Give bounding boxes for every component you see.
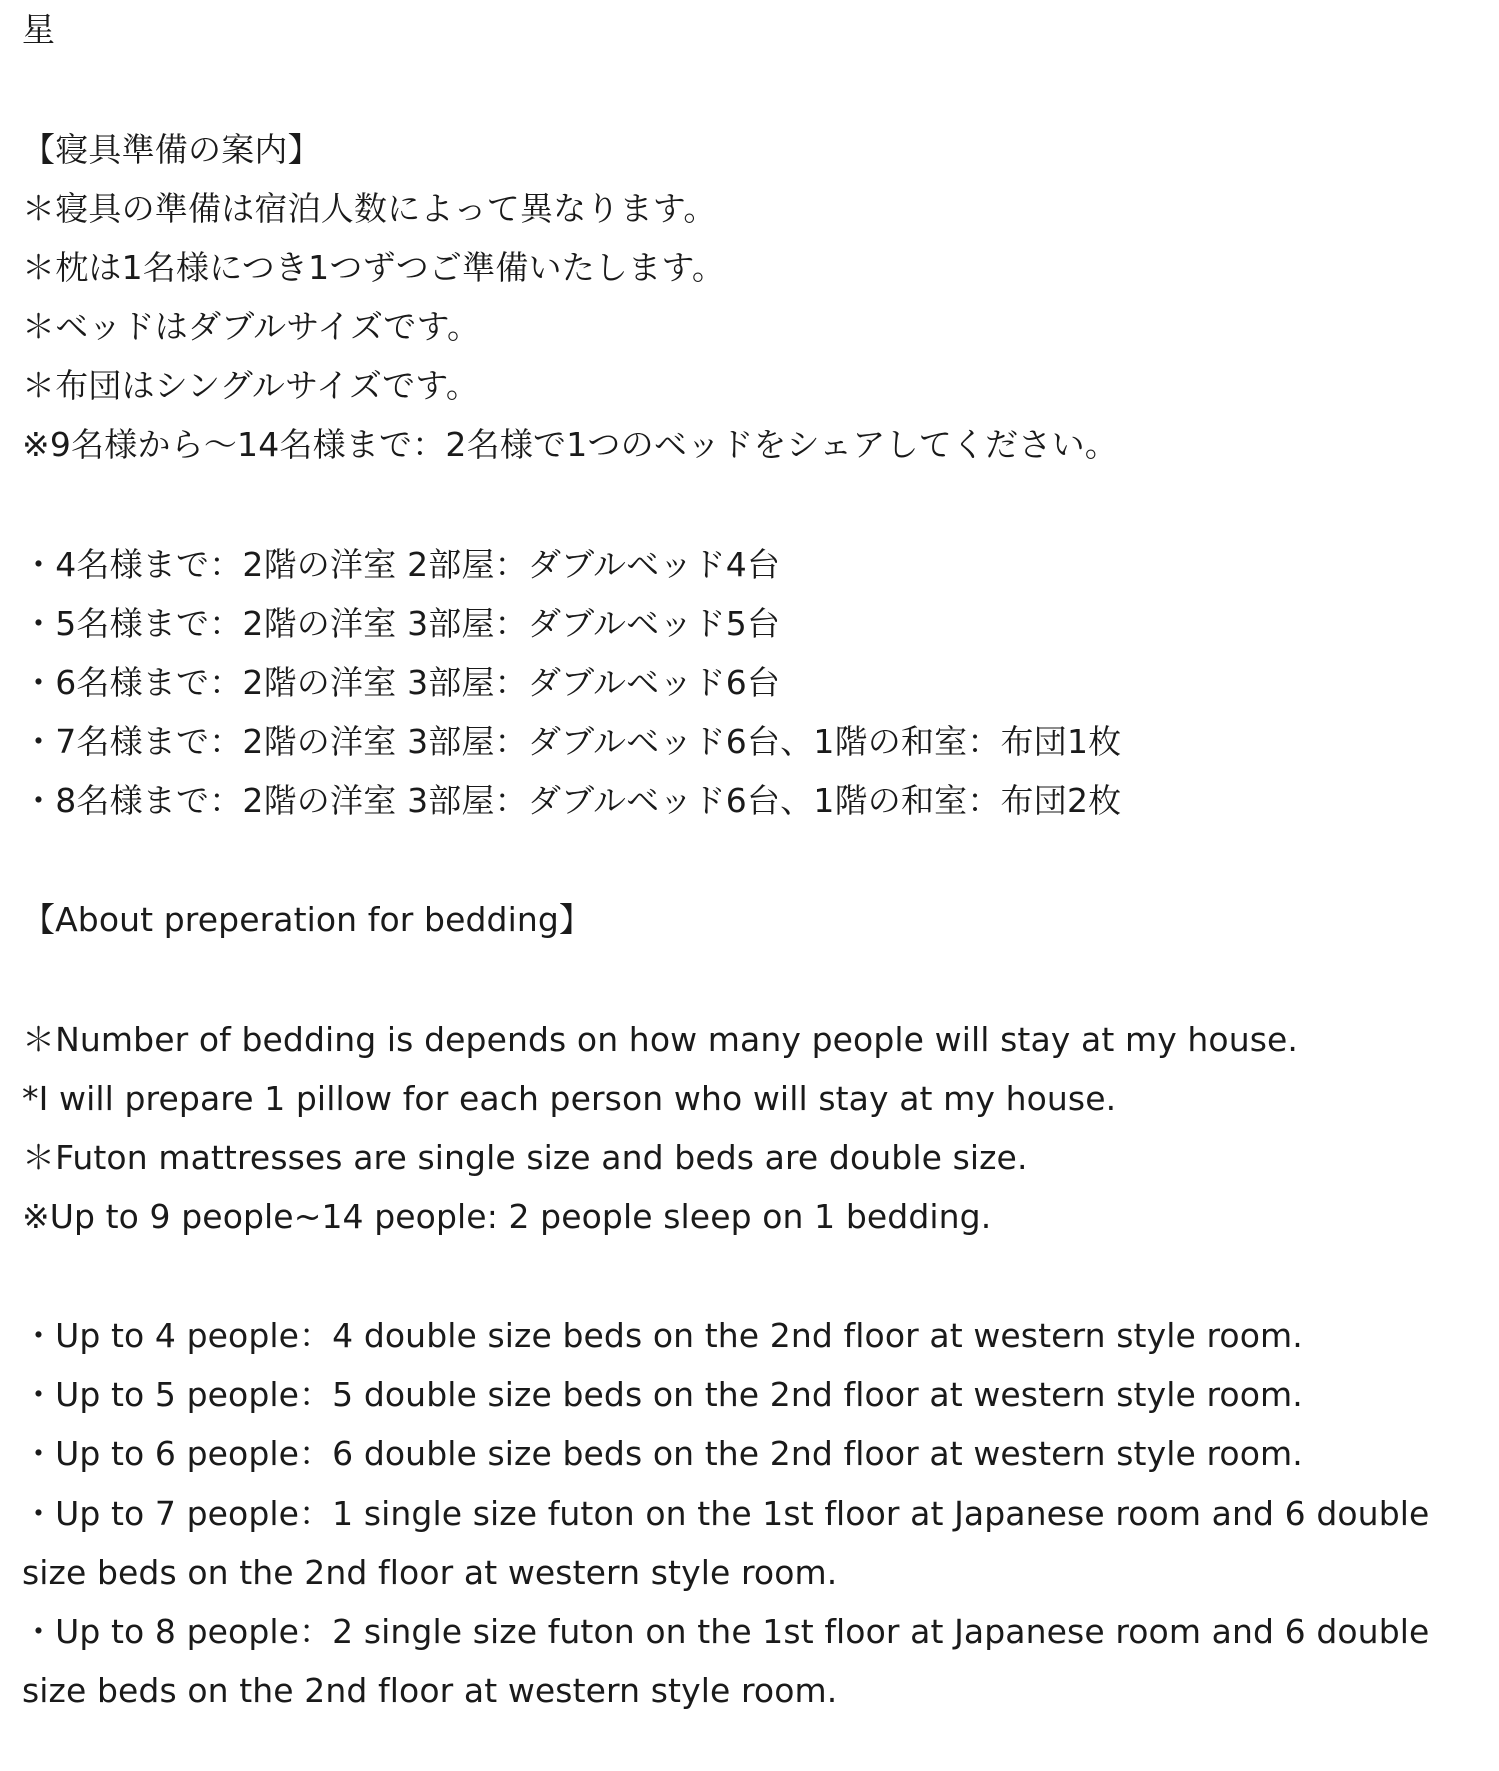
japanese-tier: ・7名様まで：2階の洋室 3部屋：ダブルベッド6台、1階の和室：布団1枚 [22,722,1122,761]
english-note: ※Up to 9 people~14 people: 2 people sleep on 1 bedding. [22,1197,992,1236]
japanese-note: ＊枕は1名様につき1つずつご準備いたします。 [22,248,726,287]
japanese-note: ＊寝具の準備は宿泊人数によって異なります。 [22,189,717,228]
english-heading: 【About preperation for bedding】 [22,900,593,939]
english-tier: ・Up to 7 people：1 single size futon on the 1st floor at Japanese room and 6 double size beds on the 2nd floor at western style room. [22,1494,1430,1592]
document-title: 星 [22,10,56,49]
japanese-note: ＊ベッドはダブルサイズです。 [22,307,481,346]
english-note: ＊Futon mattresses are single size and beds are double size. [22,1138,1028,1177]
english-tier: ・Up to 8 people：2 single size futon on the 1st floor at Japanese room and 6 double size beds on the 2nd floor at western style room. [22,1612,1430,1710]
japanese-tier: ・8名様まで：2階の洋室 3部屋：ダブルベッド6台、1階の和室：布団2枚 [22,781,1122,820]
english-tier: ・Up to 4 people：4 double size beds on the 2nd floor at western style room. [22,1316,1303,1355]
english-note: ＊Number of bedding is depends on how many people will stay at my house. [22,1020,1299,1059]
japanese-note: ＊布団はシングルサイズです。 [22,366,480,405]
japanese-tier: ・5名様まで：2階の洋室 3部屋：ダブルベッド5台 [22,604,781,643]
japanese-tier: ・6名様まで：2階の洋室 3部屋：ダブルベッド6台 [22,663,781,702]
japanese-note: ※9名様から～14名様まで：2名様で1つのベッドをシェアしてください。 [22,425,1118,464]
english-tier: ・Up to 5 people：5 double size beds on the 2nd floor at western style room. [22,1375,1303,1414]
japanese-tier: ・4名様まで：2階の洋室 2部屋：ダブルベッド4台 [22,545,781,584]
english-tier: ・Up to 6 people：6 double size beds on the 2nd floor at western style room. [22,1434,1303,1473]
japanese-heading: 【寝具準備の案内】 [22,130,321,169]
english-note: *I will prepare 1 pillow for each person who will stay at my house. [22,1079,1117,1118]
